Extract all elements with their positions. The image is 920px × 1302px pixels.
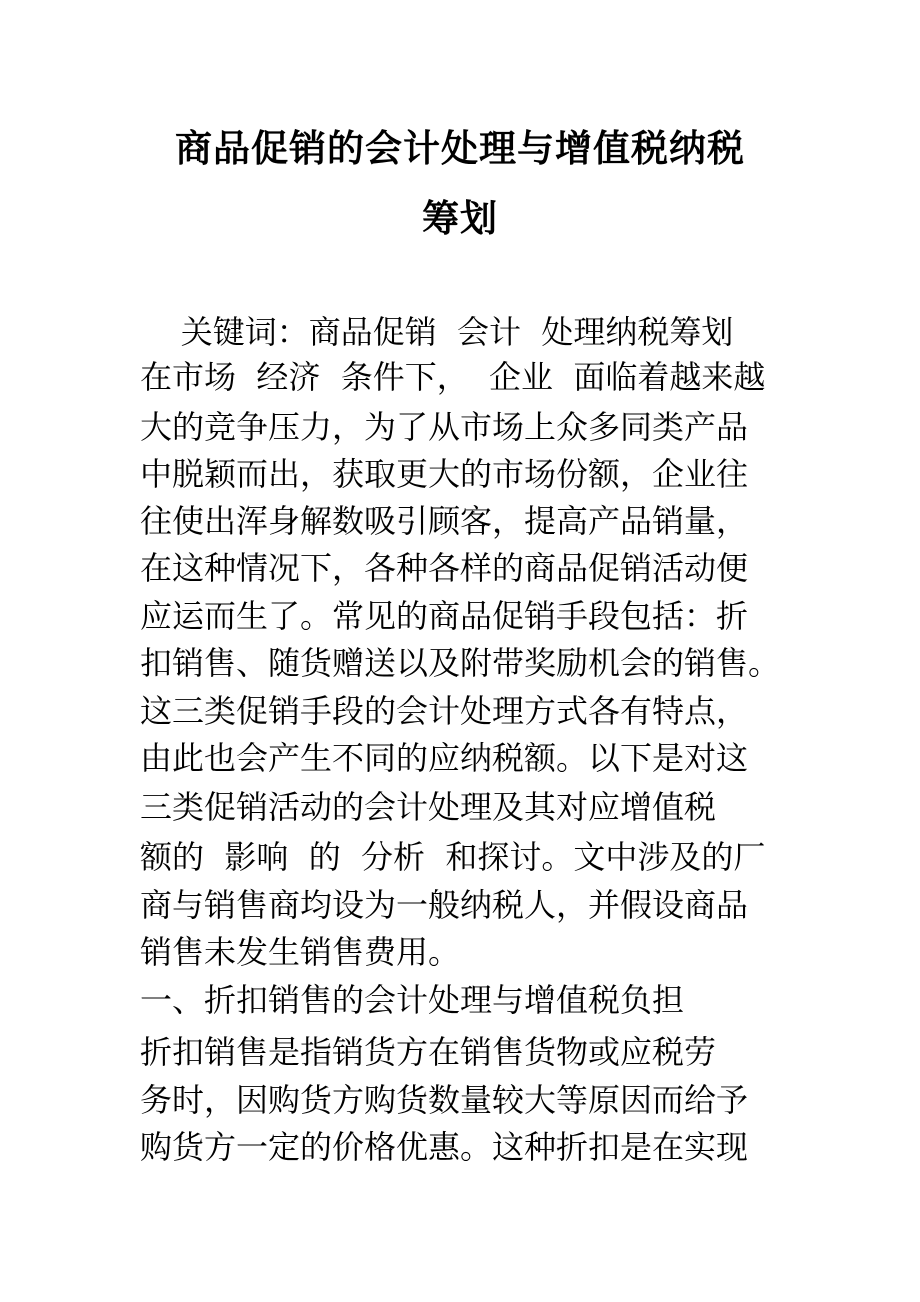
- body-text-line: 大的竞争压力，为了从市场上众多同类产品: [140, 408, 749, 446]
- body-text-line: 购货方一定的价格优惠。这种折扣是在实现: [140, 1128, 749, 1166]
- body-text-line: 这三类促销手段的会计处理方式各有特点，: [140, 692, 749, 730]
- body-text-line: 折扣销售是指销货方在销售货物或应税劳: [140, 1033, 717, 1071]
- document-title-line-1: 商品促销的会计处理与增值税纳税: [175, 127, 745, 170]
- body-text-line: 三类促销活动的会计处理及其对应增值税: [140, 788, 717, 826]
- document-title-line-2: 筹划: [422, 197, 498, 240]
- body-text-line: 扣销售、随货赠送以及附带奖励机会的销售。: [140, 644, 781, 682]
- body-text-line: 商与销售商均设为一般纳税人，并假设商品: [140, 886, 749, 924]
- body-text-line: 销售未发生销售费用。: [140, 933, 461, 971]
- body-text-line: 应运而生了。常见的商品促销手段包括：折: [140, 597, 749, 635]
- keywords-line: 关键词：商品促销 会计 处理纳税筹划: [140, 313, 734, 351]
- body-text-line: 由此也会产生不同的应纳税额。以下是对这: [140, 739, 749, 777]
- section-heading: 一、折扣销售的会计处理与增值税负担: [140, 981, 685, 1019]
- body-text-line: 在这种情况下，各种各样的商品促销活动便: [140, 549, 749, 587]
- body-text-line: 在市场 经济 条件下， 企业 面临着越来越: [140, 358, 766, 396]
- body-text-line: 中脱颖而出，获取更大的市场份额，企业往: [140, 455, 749, 493]
- body-text-line: 往使出浑身解数吸引顾客，提高产品销量，: [140, 502, 749, 540]
- body-text-line: 务时，因购货方购货数量较大等原因而给予: [140, 1081, 749, 1119]
- body-text-line: 额的 影响 的 分析 和探讨。文中涉及的厂: [140, 838, 766, 876]
